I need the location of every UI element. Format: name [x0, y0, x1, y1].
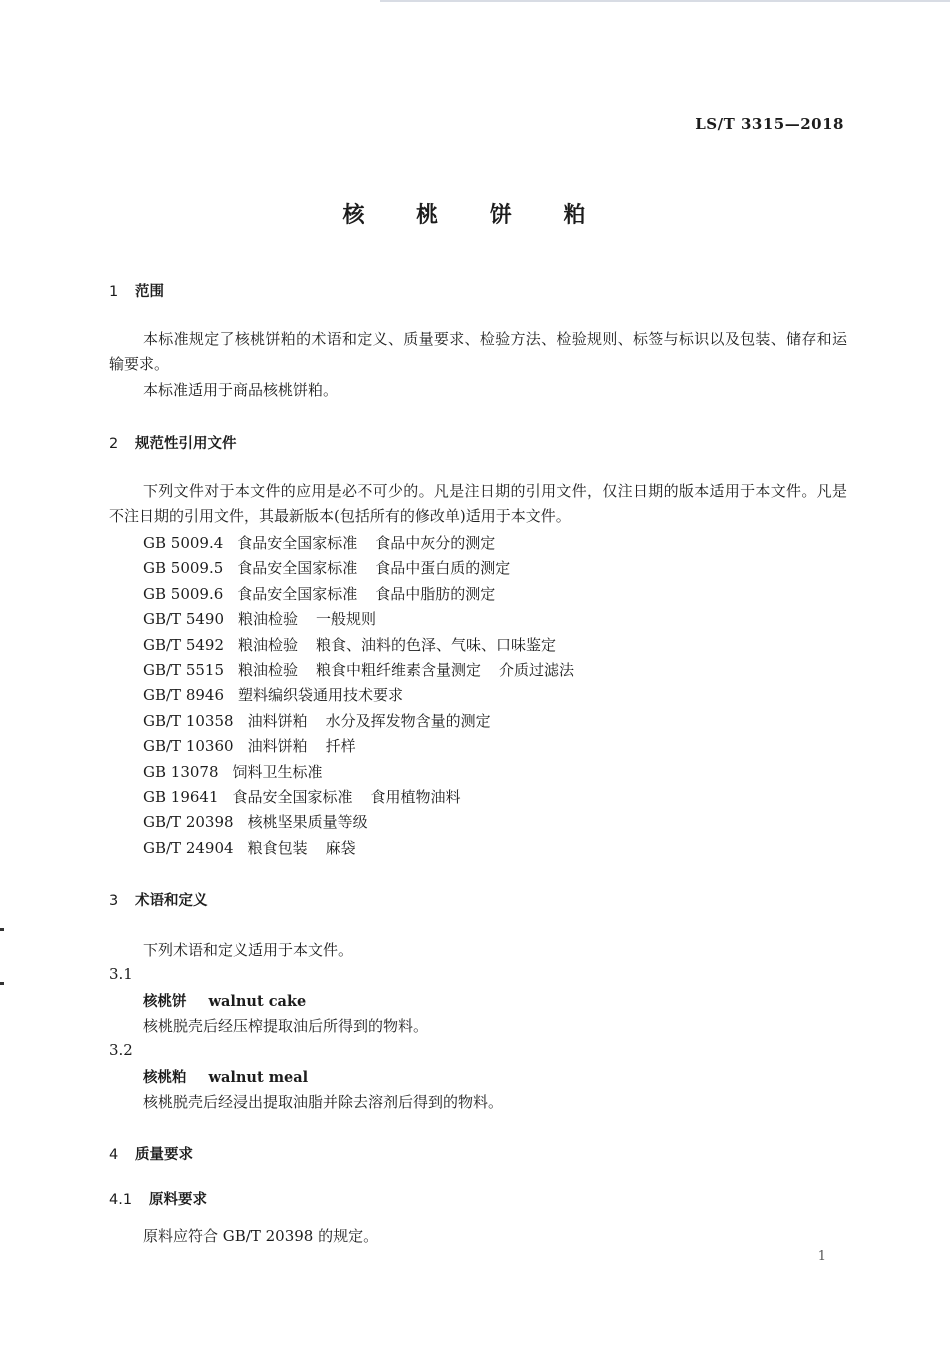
reference-title-part: 食品安全国家标准: [237, 534, 358, 552]
reference-code: GB 5009.5: [143, 559, 224, 578]
reference-title-part: 粮食、油料的色泽、气味、口味鉴定: [316, 635, 557, 654]
reference-title-part: 食品中脂肪的测定: [375, 584, 496, 603]
scan-mark: [0, 928, 4, 931]
reference-code: GB/T 24904: [143, 838, 234, 857]
section-4-heading: [109, 1143, 193, 1164]
section-title: 规范性引用文件: [135, 436, 237, 452]
section-number: 2: [109, 436, 119, 452]
term-zh: 核桃饼: [143, 994, 187, 1010]
reference-item: [143, 710, 509, 731]
reference-title-part: 扦样: [325, 737, 356, 756]
section-title: 术语和定义: [135, 893, 208, 909]
section-number: 3: [109, 893, 119, 909]
reference-title-part: 粮食包装: [247, 838, 308, 857]
reference-item: [143, 761, 359, 782]
reference-title-part: 食品中蛋白质的测定: [375, 559, 511, 578]
section-3-heading: [109, 889, 208, 910]
reference-title-part: 麻袋: [325, 838, 356, 857]
reference-code: GB 13078: [143, 762, 219, 781]
reference-code: GB/T 5515: [143, 661, 225, 679]
reference-item: [143, 684, 439, 705]
section-title: 原料要求: [149, 1192, 207, 1208]
reference-title-part: 食品安全国家标准: [237, 559, 358, 578]
subsection-4-1-heading: [109, 1188, 207, 1209]
reference-item: [143, 659, 574, 680]
reference-title-part: 油料饼粕: [247, 737, 308, 756]
reference-item: [143, 557, 528, 578]
references-intro: 下列文件对于本文件的应用是必不可少的。凡是注日期的引用文件，仅注日期的版本适用于本文件。凡是不注日期的引用文件，其最新版本(包括所有的修改单)适用于本文件。: [109, 482, 847, 525]
reference-code: GB/T 8946: [143, 686, 225, 705]
reference-title-part: 介质过滤法: [499, 661, 575, 679]
section-number: 4.1: [109, 1192, 133, 1208]
reference-item: [143, 811, 404, 832]
section-title: 质量要求: [135, 1147, 193, 1163]
section-1-heading: [109, 280, 164, 301]
reference-title-part: 食品安全国家标准: [237, 584, 358, 603]
section-number: 1: [109, 284, 119, 300]
term-definition: 核桃脱壳后经压榨提取油后所得到的物料。: [143, 1017, 429, 1035]
reference-item: [143, 634, 574, 655]
reference-title-part: 塑料编织袋通用技术要求: [238, 686, 404, 705]
term-heading: [143, 1066, 308, 1087]
reference-item: [143, 583, 513, 604]
reference-title-part: 粮油检验: [238, 610, 299, 629]
reference-item: [143, 735, 374, 756]
standard-number: LS/T 3315—2018: [695, 115, 844, 133]
reference-item: [143, 786, 479, 807]
reference-item: [143, 837, 374, 858]
reference-code: GB/T 5492: [143, 635, 225, 654]
terms-intro: 下列术语和定义适用于本文件。: [143, 941, 354, 959]
scan-mark: [0, 982, 4, 985]
reference-title-part: 一般规则: [316, 610, 377, 629]
reference-title-part: 饲料卫生标准: [232, 762, 323, 781]
reference-title-part: 核桃坚果质量等级: [247, 813, 368, 832]
section-title: 范围: [135, 284, 164, 300]
reference-item: [143, 532, 513, 553]
reference-code: GB/T 10360: [143, 737, 234, 756]
term-en: walnut cake: [208, 993, 307, 1010]
reference-title-part: 油料饼粕: [247, 711, 308, 730]
reference-title-part: 食品安全国家标准: [232, 788, 353, 806]
reference-code: GB/T 10358: [143, 711, 234, 730]
scope-applicability: 本标准适用于商品核桃饼粕。: [143, 381, 339, 399]
reference-title-part: 粮食中粗纤维素含量测定: [316, 661, 482, 679]
section-number: 4: [109, 1147, 119, 1163]
reference-code: GB/T 20398: [143, 813, 234, 832]
term-zh: 核桃粕: [143, 1070, 187, 1086]
reference-code: GB/T 5490: [143, 610, 225, 629]
reference-code: GB 5009.6: [143, 584, 224, 603]
term-heading: [143, 990, 306, 1011]
section-2-heading: [109, 432, 237, 453]
raw-material-requirement: 原料应符合 GB/T 20398 的规定。: [143, 1227, 379, 1245]
page-number: 1: [817, 1249, 826, 1264]
reference-title-part: 食品中灰分的测定: [375, 534, 496, 552]
term-number: 3.1: [109, 965, 133, 983]
term-number: 3.2: [109, 1041, 133, 1059]
reference-code: GB 5009.4: [143, 534, 224, 552]
reference-code: GB 19641: [143, 788, 219, 806]
reference-title-part: 食用植物油料: [370, 788, 461, 806]
reference-title-part: 粮油检验: [238, 635, 299, 654]
scan-edge: [380, 0, 950, 2]
term-en: walnut meal: [208, 1069, 309, 1086]
scope-paragraph: 本标准规定了核桃饼粕的术语和定义、质量要求、检验方法、检验规则、标签与标识以及包装、储存和运输要求。: [109, 330, 847, 373]
term-definition: 核桃脱壳后经浸出提取油脂并除去溶剂后得到的物料。: [143, 1093, 504, 1111]
reference-title-part: 水分及挥发物含量的测定: [325, 711, 491, 730]
document-title: 核 桃 饼 粕: [342, 203, 608, 228]
reference-item: [143, 608, 394, 629]
reference-title-part: 粮油检验: [238, 661, 299, 679]
